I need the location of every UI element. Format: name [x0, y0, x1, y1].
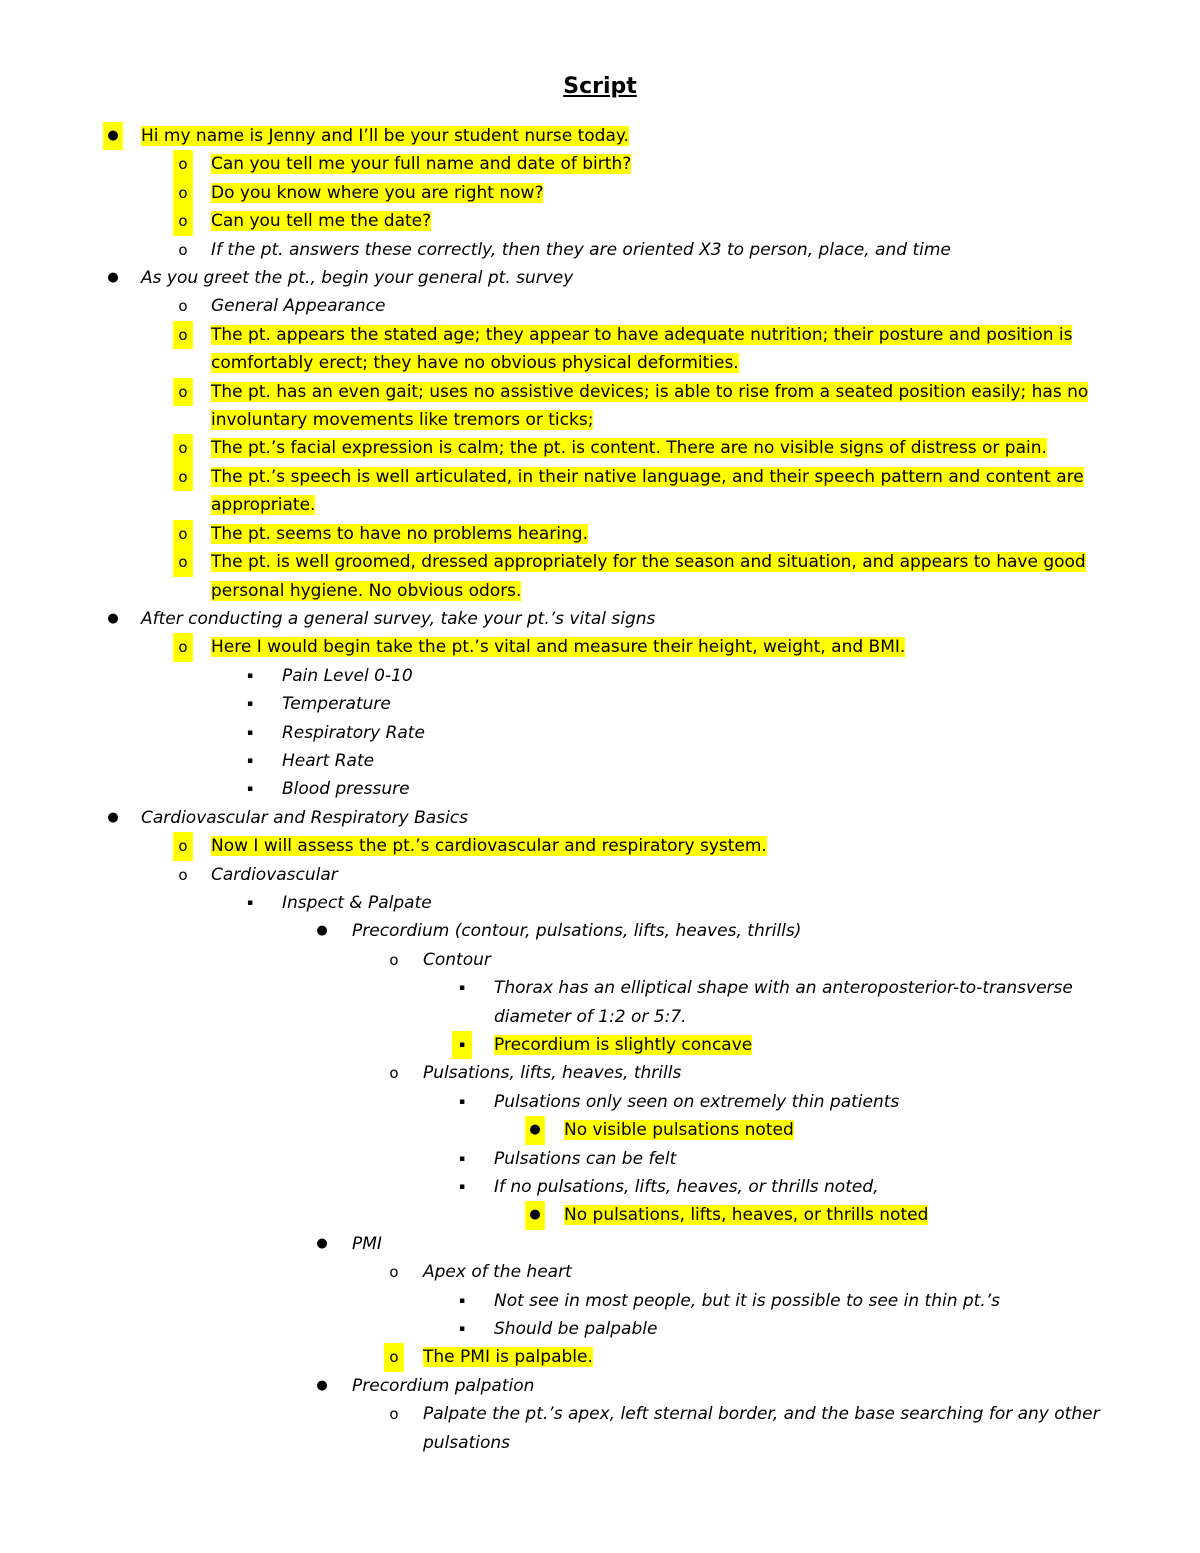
outline-item	[0, 179, 1200, 207]
outline-item	[0, 1343, 1200, 1371]
bullet-marker: ●	[103, 122, 123, 150]
outline-item	[0, 889, 1200, 917]
bullet-marker: ●	[316, 1235, 328, 1251]
outline-item	[0, 662, 1200, 690]
outline-item-text: No pulsations, lifts, heaves, or thrills noted	[564, 1205, 929, 1226]
square-marker: ▪	[246, 784, 254, 795]
outline-item	[0, 1372, 1200, 1400]
outline-item	[0, 1287, 1200, 1315]
outline-item-text: Precordium palpation	[352, 1375, 535, 1396]
outline-item-text: Heart Rate	[282, 750, 375, 771]
square-marker: ▪	[458, 1295, 466, 1306]
circle-marker: o	[173, 321, 193, 349]
outline-item-text: Can you tell me your full name and date of birth?	[211, 154, 632, 175]
circle-marker: o	[389, 1064, 399, 1083]
outline-item-text: Precordium is slightly concave	[494, 1035, 753, 1055]
outline-item-text: The pt. has an even gait; uses no assistive devices; is able to rise from a seated position easily; has no involuntary movements like tremors or ticks;	[211, 381, 1089, 431]
outline-item-text: Hi my name is Jenny and I’ll be your student nurse today.	[141, 126, 629, 146]
circle-marker: o	[178, 865, 188, 884]
circle-marker: o	[173, 832, 193, 860]
outline-item-text: If no pulsations, lifts, heaves, or thrills noted,	[494, 1177, 879, 1198]
circle-marker: o	[389, 1405, 399, 1424]
outline-item-text: Inspect & Palpate	[282, 892, 432, 913]
circle-marker: o	[173, 207, 193, 235]
outline-item-text: Should be palpable	[494, 1319, 658, 1340]
outline-item	[0, 292, 1200, 320]
outline-item-text: Apex of the heart	[423, 1262, 572, 1283]
outline-item-text: Can you tell me the date?	[211, 211, 432, 232]
outline-item-text: Pain Level 0-10	[282, 665, 413, 686]
outline-item-text: If the pt. answers these correctly, then they are oriented X3 to person, place, and time	[211, 239, 951, 260]
circle-marker: o	[173, 150, 193, 178]
circle-marker: o	[178, 297, 188, 316]
outline-item	[0, 1315, 1200, 1343]
square-marker: ▪	[452, 1031, 472, 1059]
outline-item-text: PMI	[352, 1233, 382, 1254]
outline-item	[0, 150, 1200, 178]
circle-marker: o	[389, 950, 399, 969]
outline-item-text: The pt.’s facial expression is calm; the pt. is content. There are no visible signs of distress or pain.	[211, 438, 1047, 459]
outline-item	[0, 633, 1200, 661]
bullet-marker: ●	[107, 809, 119, 825]
outline-item	[0, 775, 1200, 803]
outline-item-text: Temperature	[282, 694, 391, 715]
square-marker: ▪	[458, 1096, 466, 1107]
outline-item-text: The PMI is palpable.	[423, 1347, 593, 1368]
circle-marker: o	[173, 548, 193, 576]
outline-item	[0, 122, 1200, 150]
outline-item-text: Palpate the pt.’s apex, left sternal border, and the base searching for any other pulsations	[423, 1404, 1100, 1453]
square-marker: ▪	[458, 1324, 466, 1335]
outline-item-text: General Appearance	[211, 296, 386, 317]
outline-item	[0, 321, 1200, 378]
outline-item	[0, 974, 1200, 1031]
outline-item	[0, 1258, 1200, 1286]
outline-item-text: Now I will assess the pt.’s cardiovascular and respiratory system.	[211, 836, 767, 857]
outline-item-text: Cardiovascular and Respiratory Basics	[141, 807, 469, 828]
outline-item-text: Do you know where you are right now?	[211, 182, 544, 203]
circle-marker: o	[173, 179, 193, 207]
square-marker: ▪	[246, 727, 254, 738]
outline-item-text: Blood pressure	[282, 779, 410, 800]
outline-item-text: Thorax has an elliptical shape with an anteroposterior-to-transverse diameter of 1:2 or 5:7.	[494, 978, 1073, 1027]
outline-item	[0, 946, 1200, 974]
square-marker: ▪	[246, 670, 254, 681]
square-marker: ▪	[246, 897, 254, 908]
circle-marker: o	[173, 434, 193, 462]
outline-item-text: The pt.’s speech is well articulated, in their native language, and their speech pattern and content are appropriate.	[211, 466, 1084, 516]
circle-marker: o	[178, 240, 188, 259]
outline-item	[0, 804, 1200, 832]
outline-item	[0, 1116, 1200, 1144]
outline-item-text: The pt. is well groomed, dressed appropriately for the season and situation, and appears to have good personal hygiene. No obvious odors.	[211, 552, 1086, 601]
outline-item	[0, 548, 1200, 605]
outline-item	[0, 861, 1200, 889]
outline-item-text: Pulsations, lifts, heaves, thrills	[423, 1063, 682, 1084]
outline-item	[0, 520, 1200, 548]
bullet-marker: ●	[107, 610, 119, 626]
outline-item-text: Not see in most people, but it is possible to see in thin pt.’s	[494, 1290, 1001, 1311]
outline-item-text: Cardiovascular	[211, 864, 338, 885]
outline-item-text: The pt. seems to have no problems hearing.	[211, 523, 588, 544]
circle-marker: o	[389, 1263, 399, 1282]
square-marker: ▪	[246, 699, 254, 710]
outline-item	[0, 1088, 1200, 1116]
circle-marker: o	[173, 378, 193, 406]
document-title: Script	[563, 74, 637, 99]
outline-item	[0, 719, 1200, 747]
outline-item-text: After conducting a general survey, take your pt.’s vital signs	[141, 608, 656, 629]
outline-item-text: The pt. appears the stated age; they appear to have adequate nutrition; their posture and position is comfortably erect; they have no obvious physical deformities.	[211, 324, 1073, 374]
outline-item	[0, 1173, 1200, 1201]
outline-item	[0, 207, 1200, 235]
circle-marker: o	[173, 520, 193, 548]
square-marker: ▪	[458, 1153, 466, 1164]
outline-item	[0, 1059, 1200, 1087]
circle-marker: o	[173, 463, 193, 491]
outline-item	[0, 264, 1200, 292]
outline-item	[0, 434, 1200, 462]
outline-item	[0, 1145, 1200, 1173]
outline-item-text: Contour	[423, 949, 491, 970]
outline-item-text: Here I would begin take the pt.’s vital and measure their height, weight, and BMI.	[211, 637, 906, 658]
outline-item	[0, 1031, 1200, 1059]
outline-item-text: Respiratory Rate	[282, 722, 425, 743]
outline-item	[0, 1201, 1200, 1229]
bullet-marker: ●	[316, 923, 328, 939]
outline-item-text: As you greet the pt., begin your general pt. survey	[141, 268, 574, 289]
outline-item-text: No visible pulsations noted	[564, 1120, 794, 1141]
outline-item-text: Pulsations can be felt	[494, 1148, 677, 1169]
outline-item	[0, 832, 1200, 860]
circle-marker: o	[384, 1343, 404, 1371]
square-marker: ▪	[246, 755, 254, 766]
outline-item	[0, 1230, 1200, 1258]
outline-item	[0, 463, 1200, 520]
square-marker: ▪	[458, 1182, 466, 1193]
outline-item	[0, 378, 1200, 435]
outline-item	[0, 1400, 1200, 1457]
outline-item-text: Precordium (contour, pulsations, lifts, heaves, thrills)	[352, 921, 802, 942]
bullet-marker: ●	[107, 270, 119, 286]
outline-item	[0, 236, 1200, 264]
outline-item-text: Pulsations only seen on extremely thin patients	[494, 1091, 900, 1112]
bullet-marker: ●	[525, 1201, 545, 1229]
outline-item	[0, 747, 1200, 775]
outline-item	[0, 690, 1200, 718]
circle-marker: o	[173, 633, 193, 661]
script-outline	[0, 122, 1200, 1457]
outline-item	[0, 917, 1200, 945]
bullet-marker: ●	[525, 1116, 545, 1144]
bullet-marker: ●	[316, 1377, 328, 1393]
square-marker: ▪	[458, 983, 466, 994]
outline-item	[0, 605, 1200, 633]
